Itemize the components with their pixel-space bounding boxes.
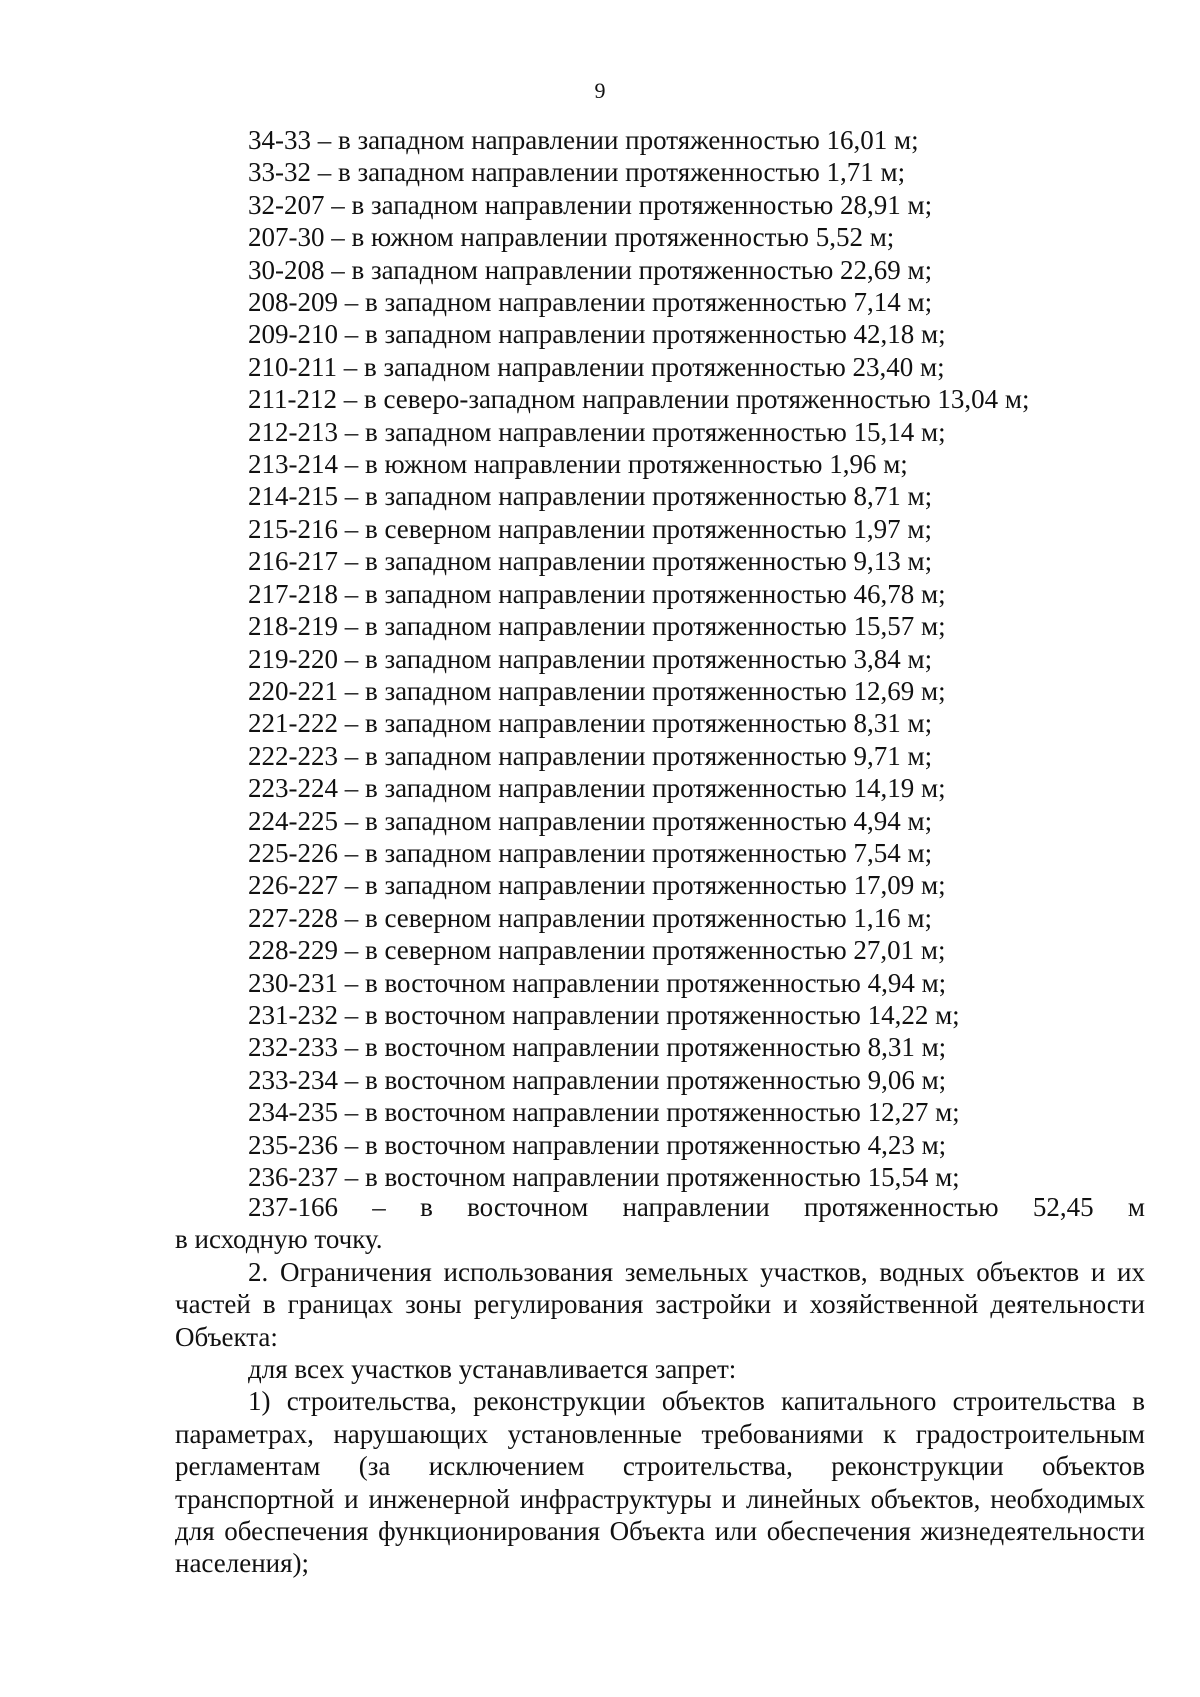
boundary-segment: 214-215 – в западном направлении протяженностью 8,71 м;	[248, 481, 933, 512]
final-segment-continuation: в исходную точку.	[175, 1224, 383, 1255]
boundary-segment: 217-218 – в западном направлении протяженностью 46,78 м;	[248, 578, 946, 609]
boundary-segment: 220-221 – в западном направлении протяженностью 12,69 м;	[248, 675, 946, 706]
boundary-segment: 216-217 – в западном направлении протяженностью 9,13 м;	[248, 546, 933, 577]
final-boundary-segment	[175, 1191, 1145, 1256]
boundary-segment: 231-232 – в восточном направлении протяженностью 14,22 м;	[248, 999, 960, 1030]
boundary-segment: 224-225 – в западном направлении протяженностью 4,94 м;	[248, 805, 933, 836]
boundary-segment: 222-223 – в западном направлении протяженностью 9,71 м;	[248, 740, 933, 771]
boundary-segment: 221-222 – в западном направлении протяженностью 8,31 м;	[248, 708, 933, 739]
boundary-segment: 228-229 – в северном направлении протяженностью 27,01 м;	[248, 935, 946, 966]
boundary-segment: 34-33 – в западном направлении протяженностью 16,01 м;	[248, 125, 919, 155]
segment-word: в	[420, 1192, 433, 1222]
boundary-segment: 226-227 – в западном направлении протяженностью 17,09 м;	[248, 870, 946, 901]
boundary-segment: 215-216 – в северном направлении протяженностью 1,97 м;	[248, 513, 933, 544]
segment-word: протяженностью	[803, 1192, 999, 1222]
boundary-segment: 234-235 – в восточном направлении протяженностью 12,27 м;	[248, 1097, 960, 1128]
ban-intro: для всех участков устанавливается запрет:	[248, 1354, 737, 1385]
boundary-segment: 232-233 – в восточном направлении протяженностью 8,31 м;	[248, 1032, 947, 1063]
boundary-segment: 227-228 – в северном направлении протяженностью 1,16 м;	[248, 902, 933, 933]
boundary-segment: 223-224 – в западном направлении протяженностью 14,19 м;	[248, 773, 946, 804]
segment-word: восточном	[467, 1192, 589, 1222]
boundary-segment: 213-214 – в южном направлении протяженностью 1,96 м;	[248, 449, 908, 480]
boundary-segment: 208-209 – в западном направлении протяженностью 7,14 м;	[248, 287, 933, 318]
boundary-segment: 235-236 – в восточном направлении протяженностью 4,23 м;	[248, 1129, 947, 1160]
boundary-segment: 209-210 – в западном направлении протяженностью 42,18 м;	[248, 319, 946, 350]
final-segment-line	[175, 1191, 1145, 1223]
segment-word: направлении	[622, 1192, 770, 1222]
boundary-segment: 218-219 – в западном направлении протяженностью 15,57 м;	[248, 611, 946, 642]
boundary-segment-list	[248, 124, 1098, 1193]
boundary-segment: 233-234 – в восточном направлении протяженностью 9,06 м;	[248, 1064, 947, 1095]
segment-word: –	[372, 1192, 386, 1222]
boundary-segment: 210-211 – в западном направлении протяженностью 23,40 м;	[248, 351, 945, 382]
page-number: 9	[594, 78, 606, 103]
segment-word: м	[1127, 1192, 1145, 1222]
boundary-segment: 236-237 – в восточном направлении протяженностью 15,54 м;	[248, 1162, 960, 1192]
boundary-segment: 225-226 – в западном направлении протяженностью 7,54 м;	[248, 837, 933, 868]
segment-word: 52,45	[1032, 1192, 1094, 1222]
boundary-segment: 212-213 – в западном направлении протяженностью 15,14 м;	[248, 416, 946, 447]
boundary-segment: 211-212 – в северо-западном направлении протяженностью 13,04 м;	[248, 384, 1030, 415]
boundary-segment: 230-231 – в восточном направлении протяженностью 4,94 м;	[248, 967, 947, 998]
boundary-segment: 207-30 – в южном направлении протяженностью 5,52 м;	[248, 222, 895, 253]
boundary-segment: 219-220 – в западном направлении протяженностью 3,84 м;	[248, 643, 933, 674]
restrictions-heading: 2. Ограничения использования земельных участков, водных объектов и их частей в границах зоны регулирования застройки и хозяйственной деятельности Объекта:	[175, 1256, 1145, 1352]
boundary-segment: 30-208 – в западном направлении протяженностью 22,69 м;	[248, 254, 933, 285]
restriction-item-1: 1) строительства, реконструкции объектов капитального строительства в параметрах, нарушающих установленные требованиями к градостроительным регламентам (за исключением строительства, реконструкции объектов транспортной и инженерной инфраструктуры и линейных объектов, необходимых для обеспечения функционирования Объекта или обеспечения жизнедеятельности населения);	[175, 1386, 1145, 1579]
document-body	[175, 1191, 1145, 1580]
boundary-segment: 33-32 – в западном направлении протяженностью 1,71 м;	[248, 157, 906, 188]
boundary-segment: 32-207 – в западном направлении протяженностью 28,91 м;	[248, 189, 933, 220]
segment-word: 237-166	[248, 1192, 338, 1222]
